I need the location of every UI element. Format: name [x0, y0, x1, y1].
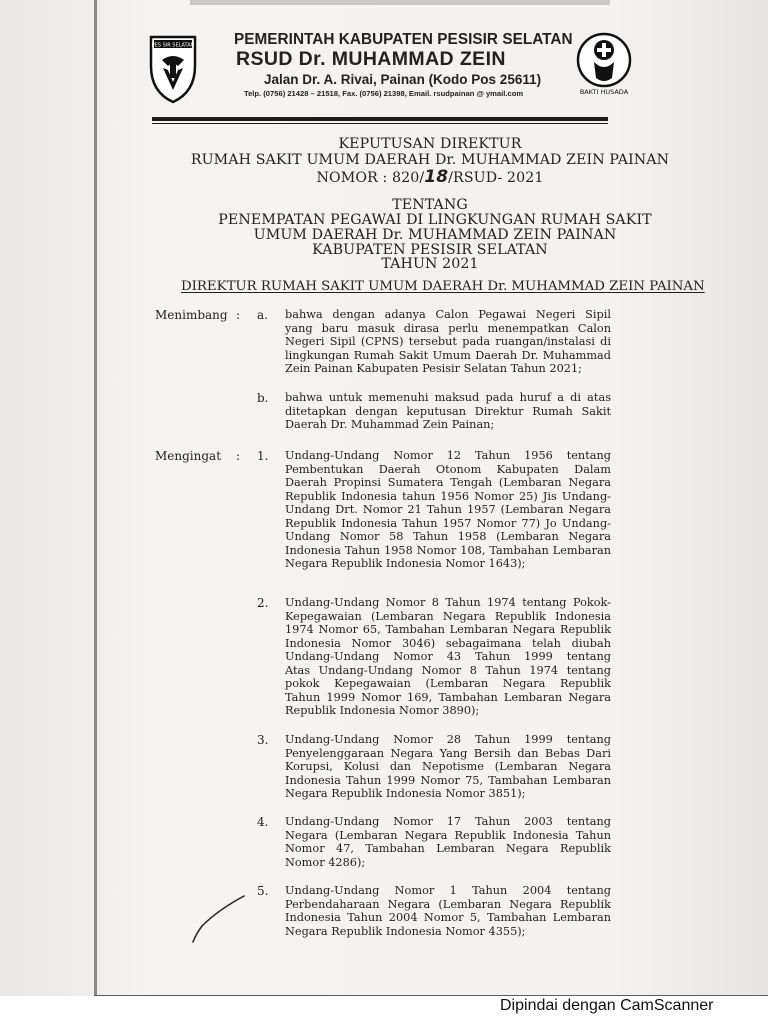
paragraph-line: 1974 Nomor 65, Tambahan Lembaran Negara Republik	[285, 623, 611, 636]
handwritten-number: 18	[424, 167, 449, 187]
kabupaten-shield-logo	[148, 34, 198, 104]
paragraph-line: Undang Nomor 58 Tahun 1958 (Lembaran Negara	[285, 530, 611, 543]
paragraph-line: Daerah Dr. Muhammad Zein Painan;	[285, 418, 495, 431]
letterhead-rule-thick	[152, 117, 608, 121]
item-marker: 5.	[257, 884, 269, 898]
paragraph-line: Nomor 4286);	[285, 855, 366, 869]
paragraph-line: Perbendaharaan Negara (Lembaran Negara Republik	[285, 897, 611, 911]
paragraph-line: Daerah Propinsi Sumatera Tengah (Lembaran Negara	[285, 476, 611, 489]
paragraph-line: Indonesia Nomor 3046) sebagaimana telah diubah	[285, 636, 611, 650]
paragraph-line: Undang-Undang Nomor 17 Tahun 2003 tentang	[285, 815, 611, 828]
camscanner-footer	[0, 996, 768, 1024]
item-marker: a.	[257, 308, 268, 322]
paragraph-line: Republik Indonesia tahun 1956 Nomor 25) Jis Undang-	[285, 489, 611, 503]
paragraph-line: Kepegawaian (Lembaran Negara Republik Indonesia	[285, 609, 611, 623]
paragraph-line: Negara Republik Indonesia Nomor 4355);	[285, 924, 526, 938]
letterhead-contact: Telp. (0756) 21428 – 21518, Fax. (0756) 21398, Email. rsudpainan @ ymail.com	[244, 89, 524, 98]
paragraph-line: Undang-Undang Nomor 8 Tahun 1974 tentang Pokok-	[285, 596, 611, 609]
section-label-mengingat: Mengingat	[155, 449, 222, 463]
title-about: TENTANG	[392, 197, 468, 213]
paragraph-line: yang baru masuk dirasa perlu menempatkan Calon	[285, 321, 611, 335]
paragraph-line: Negara Republik Indonesia Nomor 1643);	[285, 557, 526, 570]
title-subject-2: UMUM DAERAH Dr. MUHAMMAD ZEIN PAINAN	[253, 227, 617, 243]
paragraph-line: Republik Indonesia Nomor 3890);	[285, 704, 480, 717]
section-colon-mengingat: :	[236, 449, 241, 463]
section-colon-menimbang: :	[236, 308, 241, 322]
title-subject-3: KABUPATEN PESISIR SELATAN	[312, 242, 548, 258]
paragraph-line: Undang-Undang Nomor 12 Tahun 1956 tentang	[285, 449, 611, 462]
pen-stroke-mark	[188, 892, 248, 946]
paragraph-line: Republik Indonesia Tahun 1957 Nomor 77) Jo Undang-	[285, 516, 611, 530]
item-marker: 2.	[257, 596, 269, 610]
title-hospital: RUMAH SAKIT UMUM DAERAH Dr. MUHAMMAD ZEIN PAINAN	[190, 152, 670, 168]
title-number	[260, 167, 600, 187]
paragraph-line: Indonesia Tahun 1958 Nomor 108, Tambahan Lembaran	[285, 543, 611, 557]
paragraph-line: Undang-Undang Nomor 1 Tahun 2004 tentang	[285, 884, 611, 897]
paragraph-line: Indonesia Tahun 2004 Nomor 5, Tambahan Lembaran	[285, 911, 611, 924]
letterhead-rule-thin	[152, 123, 608, 124]
title-year: TAHUN 2021	[381, 256, 479, 272]
title-number-prefix: NOMOR : 820/	[316, 170, 425, 186]
paragraph-line: Negara (Lembaran Negara Republik Indonesia Tahun	[285, 828, 611, 842]
title-director: DIREKTUR RUMAH SAKIT UMUM DAERAH Dr. MUHAMMAD ZEIN PAINAN	[181, 279, 705, 294]
title-decree: KEPUTUSAN DIREKTUR	[338, 136, 522, 152]
letterhead-line-1: PEMERINTAH KABUPATEN PESISIR SELATAN	[234, 31, 573, 48]
paragraph-line: Pembentukan Daerah Otonom Kabupaten Dalam	[285, 462, 611, 476]
paragraph-line: Negara Republik Indonesia Nomor 3851);	[285, 787, 526, 800]
paragraph-line: Undang-Undang Nomor 43 Tahun 1999 tentang	[285, 650, 611, 663]
paragraph-line: Tahun 1999 Nomor 169, Tambahan Lembaran Negara	[285, 690, 611, 704]
paragraph-line: bahwa dengan adanya Calon Pegawai Negeri Sipil	[285, 308, 611, 321]
title-subject-1: PENEMPATAN PEGAWAI DI LINGKUNGAN RUMAH SAKIT	[218, 212, 652, 228]
paragraph-line: ditetapkan dengan keputusan Direktur Rumah Sakit	[285, 404, 611, 418]
camscanner-watermark: Dipindai dengan CamScanner	[500, 997, 714, 1014]
top-edge-shadow	[190, 0, 610, 5]
paragraph-line: Nomor 47, Tambahan Lembaran Negara Republik	[285, 842, 611, 855]
shield-logo-text: PES SIR SELATAN	[151, 42, 195, 49]
paragraph-line: Atas Undang-Undang Nomor 8 Tahun 1974 tentang	[285, 663, 611, 677]
item-marker: 4.	[257, 815, 269, 829]
page-left-edge	[94, 0, 97, 995]
paragraph-line: pokok Kepegawaian (Lembaran Negara Republik	[285, 677, 611, 690]
paragraph-line: bahwa untuk memenuhi maksud pada huruf a di atas	[285, 391, 611, 404]
item-marker: 1.	[257, 449, 269, 463]
paragraph-line: lingkungan Rumah Sakit Umum Daerah Dr. Muhammad	[285, 348, 611, 362]
paragraph-line: Korupsi, Kolusi dan Nepotisme (Lembaran Negara	[285, 760, 611, 773]
item-marker: b.	[257, 391, 269, 405]
paragraph-line: Negeri Sipil (CPNS) tersebut pada ruangan/instalasi di	[285, 335, 611, 348]
bakti-husada-logo	[572, 28, 636, 98]
item-marker: 3.	[257, 733, 269, 747]
section-label-menimbang: Menimbang	[155, 308, 228, 322]
paragraph-line: Indonesia Tahun 1999 Nomor 75, Tambahan Lembaran	[285, 773, 611, 787]
letterhead-hospital-name: RSUD Dr. MUHAMMAD ZEIN	[236, 48, 506, 70]
paragraph-line: Penyelenggaraan Negara Yang Bersih dan Bebas Dari	[285, 746, 611, 760]
bakti-husada-logo-text: BAKTI HUSADA	[579, 88, 629, 96]
title-number-suffix: /RSUD- 2021	[448, 170, 544, 186]
paragraph-line: Zein Painan Kabupaten Pesisir Selatan Tahun 2021;	[285, 362, 582, 375]
letterhead-address: Jalan Dr. A. Rivai, Painan (Kodo Pos 25611)	[264, 72, 542, 87]
paragraph-line: Undang Drt. Nomor 21 Tahun 1957 (Lembaran Negara	[285, 503, 611, 516]
paragraph-line: Undang-Undang Nomor 28 Tahun 1999 tentang	[285, 733, 611, 746]
